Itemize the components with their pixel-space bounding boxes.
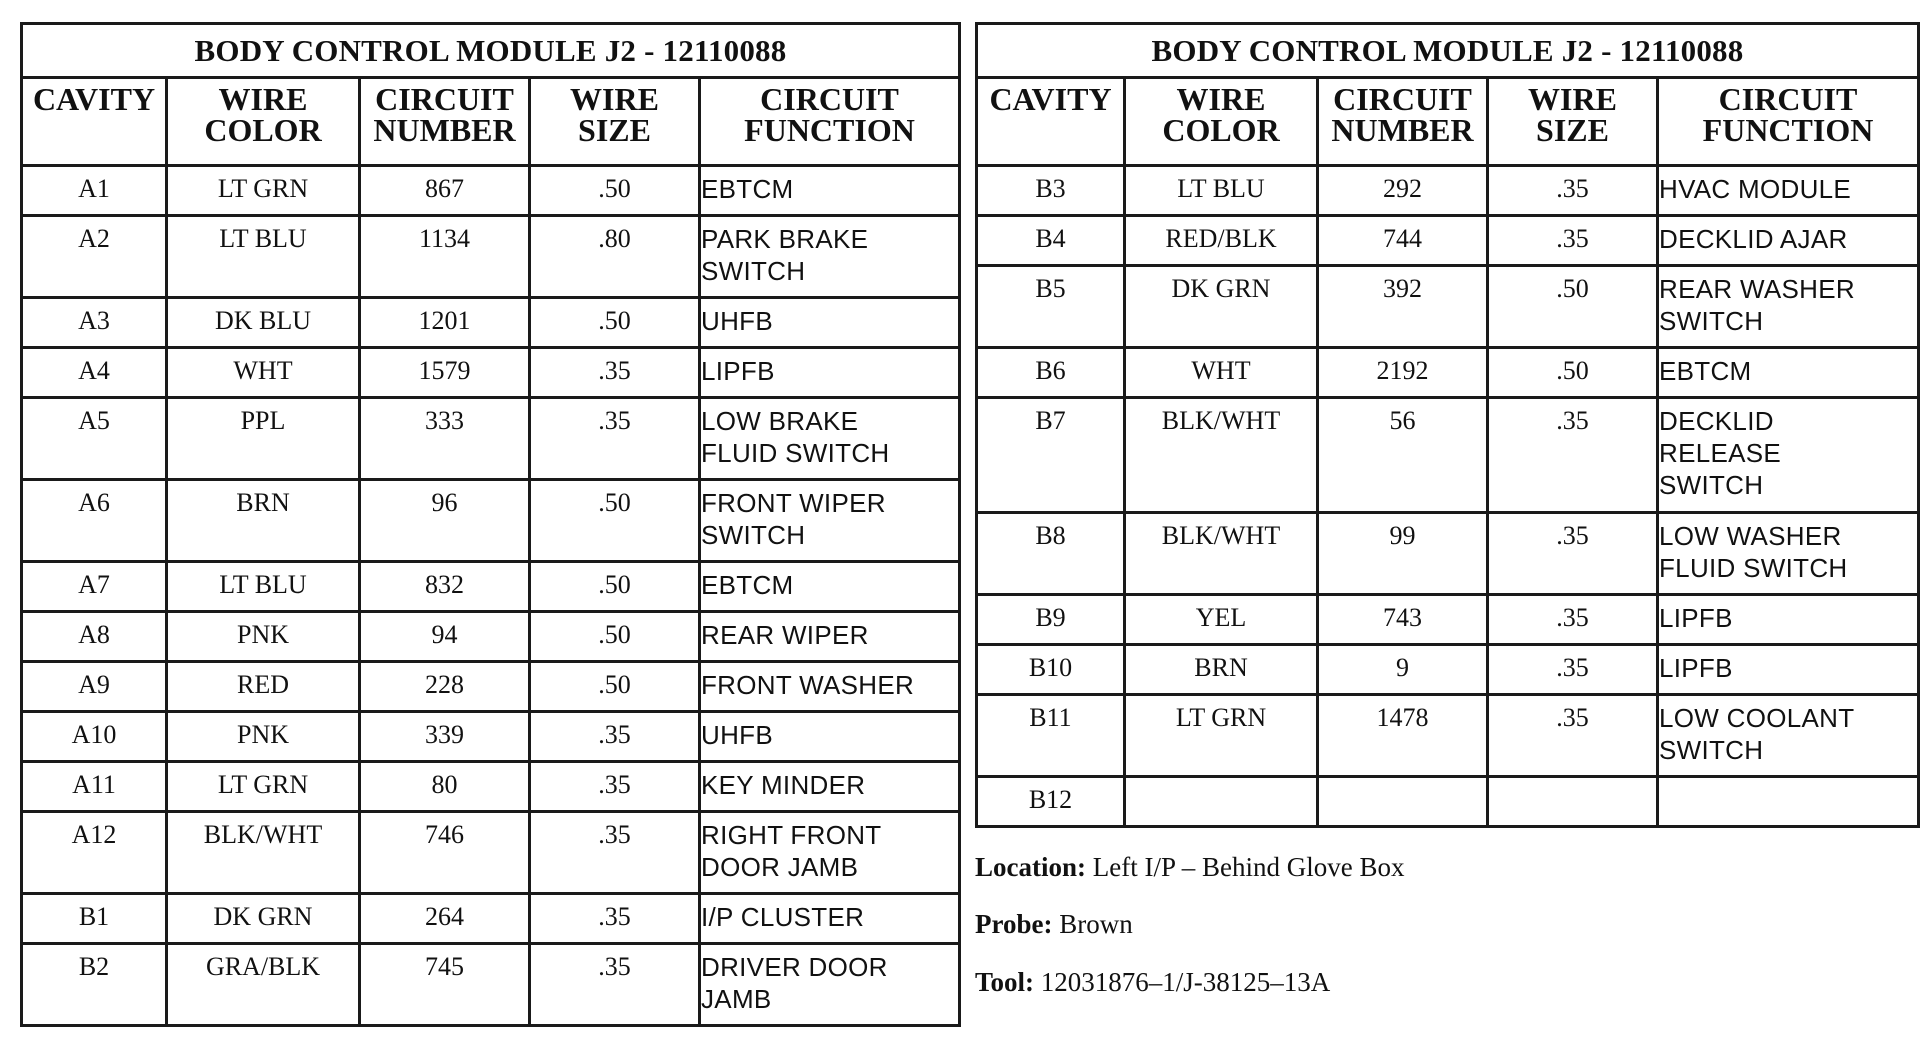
circuit-function-cell [1658,777,1919,827]
table-row [22,348,960,398]
table-row [977,166,1919,216]
circuit-number-cell: 392 [1318,266,1488,348]
column-header-wire-size: WIRE SIZE [1488,78,1658,166]
wire-size-cell: .35 [530,348,700,398]
circuit-function-cell: REAR WASHER SWITCH [1658,266,1919,348]
wire-size-cell: .35 [1488,398,1658,513]
cavity-cell: B1 [22,894,167,944]
wire-color-cell: DK GRN [167,894,360,944]
cavity-cell: B5 [977,266,1125,348]
wire-size-cell: .35 [530,762,700,812]
wire-color-cell: WHT [1125,348,1318,398]
tool-value: 12031876–1/J-38125–13A [1040,967,1331,997]
circuit-number-cell: 292 [1318,166,1488,216]
circuit-function-cell: EBTCM [700,166,960,216]
table-row [977,348,1919,398]
circuit-function-cell: DRIVER DOOR JAMB [700,944,960,1026]
circuit-function-cell: EBTCM [700,562,960,612]
wire-color-cell: DK GRN [1125,266,1318,348]
cavity-cell: A12 [22,812,167,894]
cavity-cell: B4 [977,216,1125,266]
column-header-circuit-function: CIRCUIT FUNCTION [700,78,960,166]
cavity-cell: A11 [22,762,167,812]
wire-color-cell: BLK/WHT [1125,398,1318,513]
column-header-wire-size: WIRE SIZE [530,78,700,166]
circuit-function-cell: PARK BRAKE SWITCH [700,216,960,298]
circuit-number-cell: 94 [360,612,530,662]
wire-size-cell: .80 [530,216,700,298]
circuit-function-cell: LIPFB [700,348,960,398]
wire-color-cell: DK BLU [167,298,360,348]
cavity-cell: A6 [22,480,167,562]
wire-size-cell: .50 [1488,266,1658,348]
wire-size-cell: .35 [530,944,700,1026]
connector-table-right [975,22,1920,828]
wire-color-cell: LT GRN [167,762,360,812]
cavity-cell: B9 [977,595,1125,645]
cavity-cell: B11 [977,695,1125,777]
circuit-function-cell: FRONT WIPER SWITCH [700,480,960,562]
circuit-function-cell: REAR WIPER [700,612,960,662]
circuit-number-cell: 746 [360,812,530,894]
probe-value: Brown [1059,909,1133,939]
circuit-number-cell: 1478 [1318,695,1488,777]
circuit-function-cell: FRONT WASHER [700,662,960,712]
wire-size-cell: .35 [530,712,700,762]
cavity-cell: A1 [22,166,167,216]
wire-size-cell: .50 [1488,348,1658,398]
column-header-circuit-number: CIRCUIT NUMBER [360,78,530,166]
wire-color-cell: BRN [167,480,360,562]
table-row [22,398,960,480]
cavity-cell: B7 [977,398,1125,513]
cavity-cell: A4 [22,348,167,398]
circuit-number-cell: 56 [1318,398,1488,513]
table-row [22,662,960,712]
table-title: BODY CONTROL MODULE J2 - 12110088 [22,24,960,78]
wire-color-cell: BRN [1125,645,1318,695]
table-row [977,595,1919,645]
wire-color-cell: RED/BLK [1125,216,1318,266]
circuit-number-cell: 745 [360,944,530,1026]
table-row [977,216,1919,266]
wire-color-cell [1125,777,1318,827]
location-value: Left I/P – Behind Glove Box [1092,852,1405,882]
wire-size-cell: .50 [530,562,700,612]
wire-size-cell: .35 [530,812,700,894]
table-row [977,777,1919,827]
tool-note [975,967,1330,998]
column-header-cavity: CAVITY [22,78,167,166]
tool-label: Tool: [975,967,1035,997]
table-row [22,712,960,762]
circuit-number-cell: 99 [1318,513,1488,595]
circuit-number-cell: 333 [360,398,530,480]
wire-size-cell: .35 [1488,645,1658,695]
cavity-cell: A10 [22,712,167,762]
circuit-number-cell: 228 [360,662,530,712]
circuit-function-cell: UHFB [700,298,960,348]
wire-size-cell: .50 [530,298,700,348]
wire-color-cell: LT BLU [167,562,360,612]
circuit-number-cell: 2192 [1318,348,1488,398]
wire-color-cell: LT BLU [167,216,360,298]
column-header-circuit-function: CIRCUIT FUNCTION [1658,78,1919,166]
circuit-number-cell: 867 [360,166,530,216]
wire-size-cell: .35 [530,894,700,944]
wire-size-cell: .35 [1488,166,1658,216]
circuit-function-cell: EBTCM [1658,348,1919,398]
wire-size-cell: .35 [530,398,700,480]
table-row [22,216,960,298]
wire-color-cell: PPL [167,398,360,480]
table-row [22,812,960,894]
connector-table-left [20,22,961,1027]
cavity-cell: B6 [977,348,1125,398]
circuit-number-cell [1318,777,1488,827]
circuit-number-cell: 743 [1318,595,1488,645]
table-row [22,562,960,612]
wire-size-cell: .50 [530,612,700,662]
circuit-number-cell: 264 [360,894,530,944]
cavity-cell: A7 [22,562,167,612]
table-row [22,762,960,812]
circuit-function-cell: DECKLID RELEASE SWITCH [1658,398,1919,513]
wire-color-cell: BLK/WHT [1125,513,1318,595]
circuit-number-cell: 1134 [360,216,530,298]
table-row [977,266,1919,348]
circuit-function-cell: HVAC MODULE [1658,166,1919,216]
circuit-function-cell: LIPFB [1658,595,1919,645]
wire-size-cell [1488,777,1658,827]
cavity-cell: A2 [22,216,167,298]
wire-color-cell: BLK/WHT [167,812,360,894]
table-row [22,166,960,216]
cavity-cell: A9 [22,662,167,712]
cavity-cell: B2 [22,944,167,1026]
column-header-cavity: CAVITY [977,78,1125,166]
wire-size-cell: .35 [1488,216,1658,266]
circuit-function-cell: KEY MINDER [700,762,960,812]
cavity-cell: A5 [22,398,167,480]
cavity-cell: B10 [977,645,1125,695]
circuit-function-cell: DECKLID AJAR [1658,216,1919,266]
probe-label: Probe: [975,909,1053,939]
table-row [22,298,960,348]
circuit-number-cell: 1579 [360,348,530,398]
cavity-cell: A8 [22,612,167,662]
circuit-number-cell: 1201 [360,298,530,348]
probe-note [975,909,1133,940]
circuit-function-cell: LIPFB [1658,645,1919,695]
table-row [977,645,1919,695]
cavity-cell: B12 [977,777,1125,827]
wire-color-cell: PNK [167,612,360,662]
table-row [22,480,960,562]
table-title: BODY CONTROL MODULE J2 - 12110088 [977,24,1919,78]
wire-color-cell: LT GRN [167,166,360,216]
wire-color-cell: LT BLU [1125,166,1318,216]
location-label: Location: [975,852,1086,882]
column-header-wire-color: WIRE COLOR [167,78,360,166]
cavity-cell: B3 [977,166,1125,216]
wire-color-cell: RED [167,662,360,712]
table-row [977,695,1919,777]
column-header-wire-color: WIRE COLOR [1125,78,1318,166]
table-row [22,944,960,1026]
wire-size-cell: .35 [1488,695,1658,777]
table-row [977,513,1919,595]
circuit-function-cell: I/P CLUSTER [700,894,960,944]
circuit-function-cell: RIGHT FRONT DOOR JAMB [700,812,960,894]
circuit-function-cell: UHFB [700,712,960,762]
circuit-number-cell: 80 [360,762,530,812]
cavity-cell: B8 [977,513,1125,595]
circuit-function-cell: LOW COOLANT SWITCH [1658,695,1919,777]
table-row [977,398,1919,513]
wire-color-cell: YEL [1125,595,1318,645]
circuit-number-cell: 9 [1318,645,1488,695]
wire-size-cell: .50 [530,166,700,216]
circuit-number-cell: 96 [360,480,530,562]
circuit-number-cell: 832 [360,562,530,612]
wire-size-cell: .35 [1488,513,1658,595]
cavity-cell: A3 [22,298,167,348]
circuit-number-cell: 744 [1318,216,1488,266]
wire-color-cell: GRA/BLK [167,944,360,1026]
wire-size-cell: .35 [1488,595,1658,645]
circuit-function-cell: LOW WASHER FLUID SWITCH [1658,513,1919,595]
table-row [22,612,960,662]
column-header-circuit-number: CIRCUIT NUMBER [1318,78,1488,166]
wire-color-cell: PNK [167,712,360,762]
circuit-function-cell: LOW BRAKE FLUID SWITCH [700,398,960,480]
wire-color-cell: LT GRN [1125,695,1318,777]
wire-size-cell: .50 [530,480,700,562]
location-note [975,852,1404,883]
circuit-number-cell: 339 [360,712,530,762]
wire-size-cell: .50 [530,662,700,712]
table-row [22,894,960,944]
wire-color-cell: WHT [167,348,360,398]
